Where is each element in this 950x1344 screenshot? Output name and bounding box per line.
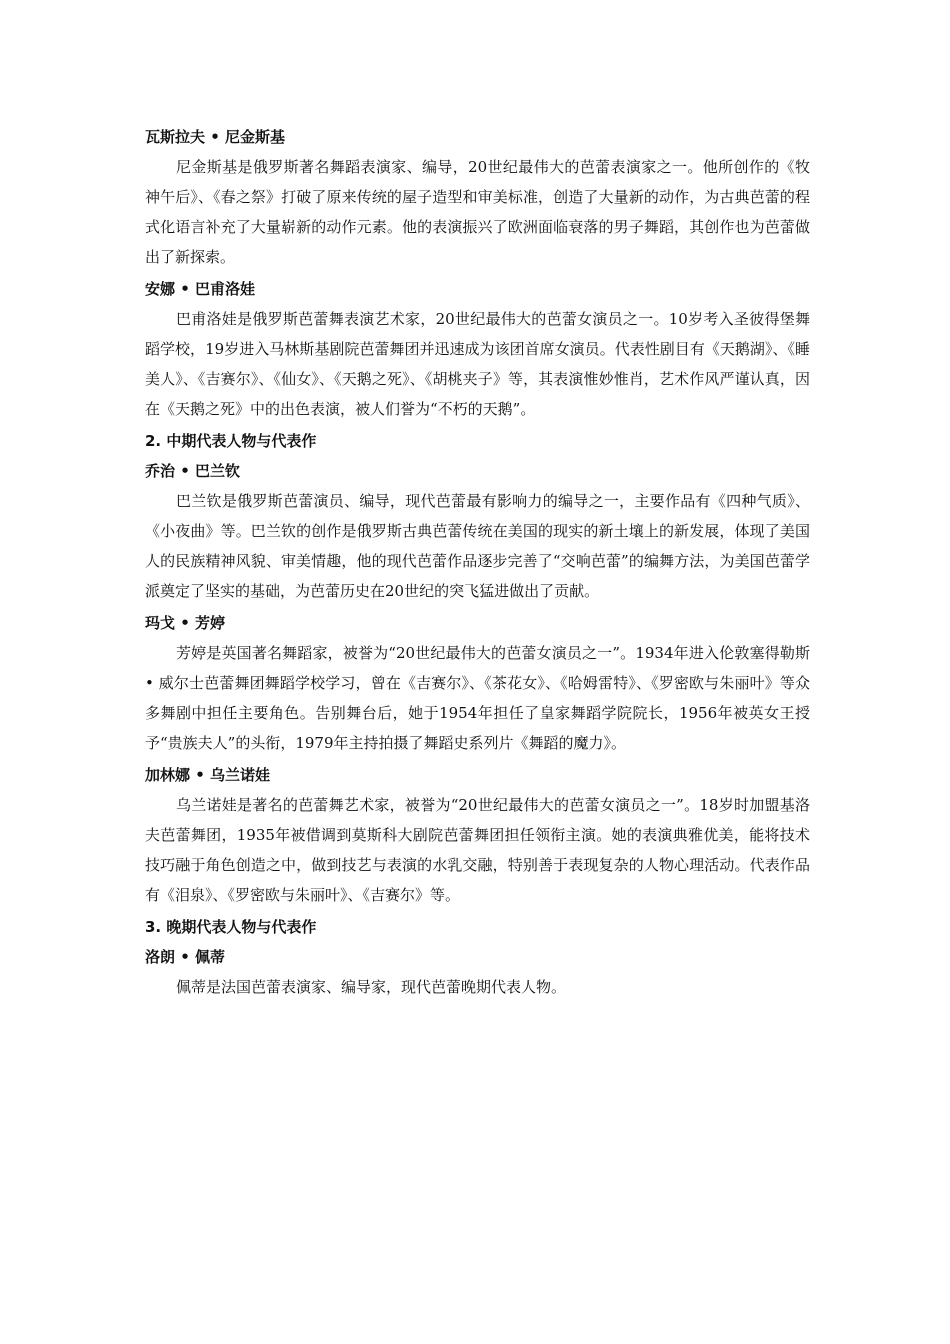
section-title-middle-period: 2. 中期代表人物与代表作 bbox=[145, 432, 317, 450]
person-paragraph: 芳婷是英国著名舞蹈家，被誉为“20世纪最伟大的芭蕾女演员之一”。1934年进入伦敦塞得勒斯 • 威尔士芭蕾舞团舞蹈学校学习，曾在《吉赛尔》、《茶花女》、《哈姆雷特》、《罗密欧与朱丽叶》等众多舞剧中担任主要角色。告别舞台后，她于1954年担任了皇家舞蹈学院院长，1956年被英女王授予“贵族夫人”的头衔，1979年主持拍摄了舞蹈史系列片《舞蹈的魔力》。 bbox=[145, 644, 810, 752]
entry-pavlova bbox=[145, 274, 810, 424]
document-page bbox=[145, 122, 810, 1004]
person-paragraph: 佩蒂是法国芭蕾表演家、编导家，现代芭蕾晚期代表人物。 bbox=[176, 978, 567, 996]
person-paragraph: 巴兰钦是俄罗斯芭蕾演员、编导，现代芭蕾最有影响力的编导之一，主要作品有《四种气质》、《小夜曲》等。巴兰钦的创作是俄罗斯古典芭蕾传统在美国的现实的新土壤上的新发展，体现了美国人的民族精神风貌、审美情趣，他的现代芭蕾作品逐步完善了“交响芭蕾”的编舞方法，为美国芭蕾学派奠定了坚实的基础，为芭蕾历史在20世纪的突飞猛进做出了贡献。 bbox=[145, 492, 810, 600]
person-heading: 瓦斯拉夫 • 尼金斯基 bbox=[145, 128, 286, 146]
entry-balanchine bbox=[145, 456, 810, 606]
person-heading: 洛朗 • 佩蒂 bbox=[145, 948, 226, 966]
person-paragraph: 尼金斯基是俄罗斯著名舞蹈表演家、编导，20世纪最伟大的芭蕾表演家之一。他所创作的《牧神午后》、《春之祭》打破了原来传统的屋子造型和审美标准，创造了大量新的动作，为古典芭蕾的程式化语言补充了大量崭新的动作元素。他的表演振兴了欧洲面临衰落的男子舞蹈，其创作也为芭蕾做出了新探索。 bbox=[145, 158, 810, 266]
section-title-late-period: 3. 晚期代表人物与代表作 bbox=[145, 918, 317, 936]
person-paragraph: 巴甫洛娃是俄罗斯芭蕾舞表演艺术家，20世纪最伟大的芭蕾女演员之一。10岁考入圣彼得堡舞蹈学校，19岁进入马林斯基剧院芭蕾舞团并迅速成为该团首席女演员。代表性剧目有《天鹅湖》、《睡美人》、《吉赛尔》、《仙女》、《天鹅之死》、《胡桃夹子》等，其表演惟妙惟肖，艺术作风严谨认真，因在《天鹅之死》中的出色表演，被人们誉为“不朽的天鹅”。 bbox=[145, 310, 810, 418]
person-heading: 加林娜 • 乌兰诺娃 bbox=[145, 766, 271, 784]
entry-nijinsky bbox=[145, 122, 810, 272]
person-heading: 乔治 • 巴兰钦 bbox=[145, 462, 241, 480]
person-heading: 安娜 • 巴甫洛娃 bbox=[145, 280, 256, 298]
person-heading: 玛戈 • 芳婷 bbox=[145, 614, 226, 632]
entry-ulanova bbox=[145, 760, 810, 910]
entry-petit bbox=[145, 942, 810, 1002]
entry-fonteyn bbox=[145, 608, 810, 758]
person-paragraph: 乌兰诺娃是著名的芭蕾舞艺术家，被誉为“20世纪最伟大的芭蕾女演员之一”。18岁时加盟基洛夫芭蕾舞团，1935年被借调到莫斯科大剧院芭蕾舞团担任领衔主演。她的表演典雅优美，能将技术技巧融于角色创造之中，做到技艺与表演的水乳交融，特别善于表现复杂的人物心理活动。代表作品有《泪泉》、《罗密欧与朱丽叶》、《吉赛尔》等。 bbox=[145, 796, 810, 904]
